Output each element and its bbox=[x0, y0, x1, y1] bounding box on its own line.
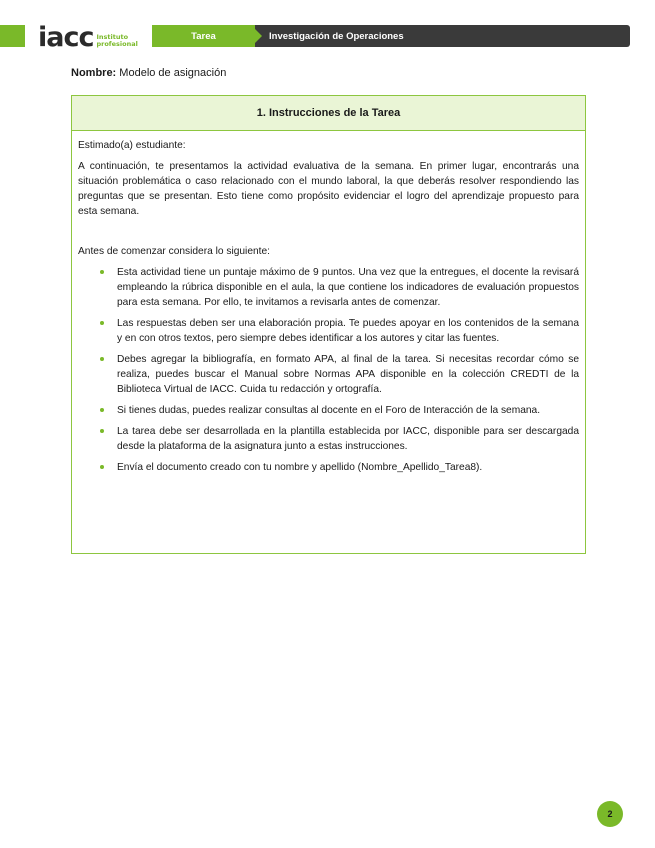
list-item bbox=[117, 265, 579, 310]
logo-subtitle-line2: profesional bbox=[96, 40, 138, 48]
document-header-bar bbox=[152, 25, 630, 47]
page-number-badge: 2 bbox=[597, 801, 623, 827]
list-item bbox=[117, 352, 579, 397]
tab-tarea: Tarea bbox=[152, 25, 255, 47]
list-item bbox=[117, 316, 579, 346]
before-starting-text: Antes de comenzar considera lo siguiente: bbox=[78, 246, 270, 257]
list-item-text: Debes agregar la bibliografía, en formato APA, al final de la tarea. Si necesitas recordar cómo se realiza, puedes buscar el Manual sobre Normas APA disponible en la colección CREDTI de la Biblioteca Virtual de IACC. Cuida tu redacción y ortografía. bbox=[117, 354, 579, 395]
instructions-list bbox=[78, 265, 579, 475]
instructions-content bbox=[72, 131, 585, 475]
list-item bbox=[117, 403, 579, 418]
bullet-icon bbox=[100, 408, 104, 412]
bullet-icon bbox=[100, 429, 104, 433]
bullet-icon bbox=[100, 357, 104, 361]
instructions-title: 1. Instrucciones de la Tarea bbox=[72, 96, 585, 131]
logo-subtitle-line1: Instituto bbox=[96, 33, 129, 41]
list-item bbox=[117, 424, 579, 454]
list-item-text: Las respuestas deben ser una elaboración propia. Te puedes apoyar en los contenidos de la semana y en con otros textos, pero siempre debes identificar a los autores y citar las fuentes. bbox=[117, 318, 579, 344]
nombre-line bbox=[71, 67, 226, 79]
list-item-text: Envía el documento creado con tu nombre y apellido (Nombre_Apellido_Tarea8). bbox=[117, 462, 483, 473]
list-item bbox=[117, 460, 579, 475]
instructions-box bbox=[71, 95, 586, 554]
list-item-text: Si tienes dudas, puedes realizar consultas al docente en el Foro de Interacción de la semana. bbox=[117, 405, 541, 416]
list-item-text: La tarea debe ser desarrollada en la plantilla establecida por IACC, disponible para ser descargada desde la plataforma de la asignatura junto a estas instrucciones. bbox=[117, 426, 579, 452]
bullet-icon bbox=[100, 465, 104, 469]
nombre-label: Nombre: bbox=[71, 67, 117, 79]
course-title: Investigación de Operaciones bbox=[255, 25, 630, 47]
brand-green-square bbox=[0, 25, 25, 47]
logo-subtitle bbox=[96, 34, 137, 48]
iacc-logo bbox=[38, 22, 138, 53]
bullet-icon bbox=[100, 270, 104, 274]
list-item-text: Esta actividad tiene un puntaje máximo de 9 puntos. Una vez que la entregues, el docente la revisará empleando la rúbrica disponible en el aula, la que contiene los indicadores de evaluación propuestos para esta semana. Por ello, te invitamos a revisarla antes de comenzar. bbox=[117, 267, 579, 308]
nombre-value: Modelo de asignación bbox=[119, 67, 227, 79]
intro-paragraph: A continuación, te presentamos la actividad evaluativa de la semana. En primer lugar, encontrarás una situación problemática o caso relacionado con el mundo laboral, la que deberás resolver respondiendo las preguntas que se presentan. Esto tiene como propósito evidenciar el logro del aprendizaje propuesto para esta semana. bbox=[78, 161, 579, 217]
greeting-text: Estimado(a) estudiante: bbox=[78, 140, 186, 151]
logo-mark: iacc bbox=[38, 22, 94, 53]
bullet-icon bbox=[100, 321, 104, 325]
